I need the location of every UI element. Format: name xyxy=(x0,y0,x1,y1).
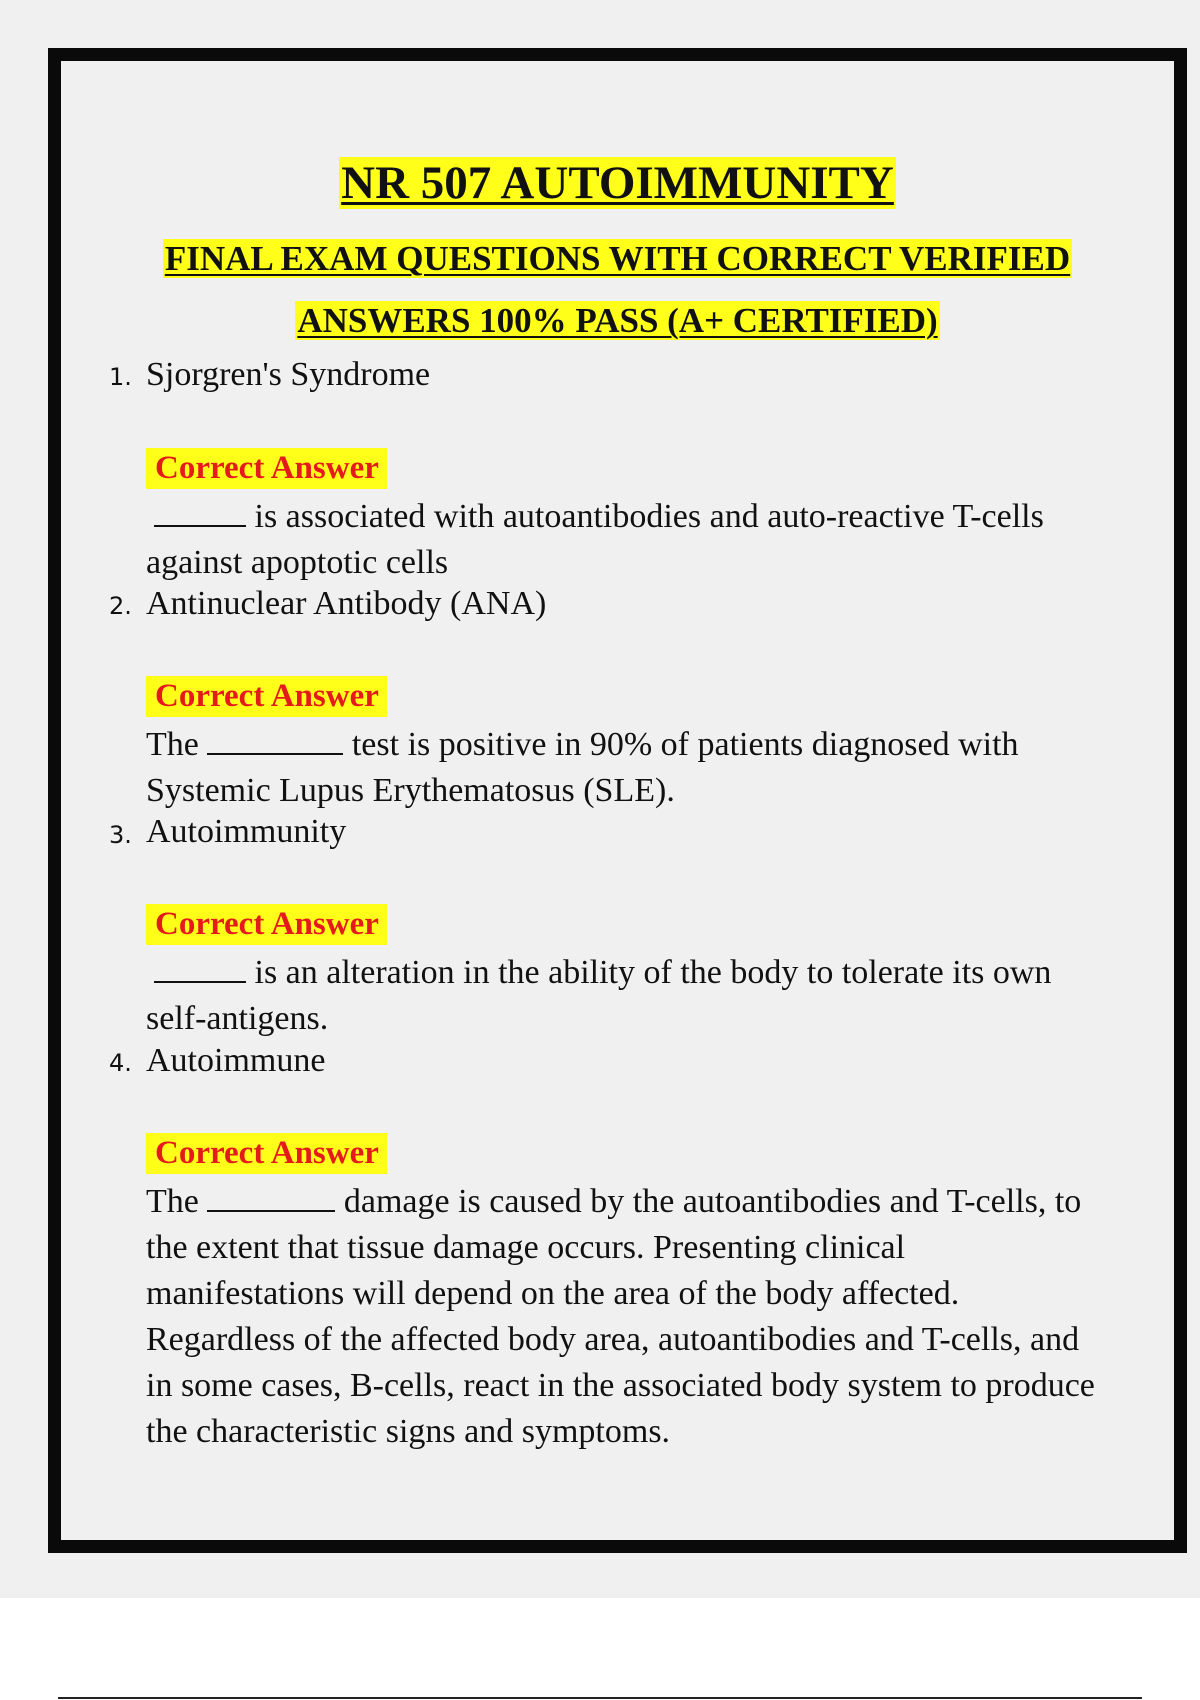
subtitle-line-2: ANSWERS 100% PASS (A+ CERTIFIED) xyxy=(297,301,938,340)
answer-text: The test is positive in 90% of patients diagnosed with Systemic Lupus Erythematosus (SLE). xyxy=(146,722,1106,814)
correct-answer-label: Correct Answer xyxy=(146,448,387,489)
answer-text: is associated with autoantibodies and auto-reactive T-cells against apoptotic cells xyxy=(146,494,1106,586)
question-number: 1. xyxy=(109,363,132,391)
question-title: Autoimmunity xyxy=(146,813,347,850)
question-title: Antinuclear Antibody (ANA) xyxy=(146,585,547,622)
question-number: 4. xyxy=(109,1049,132,1077)
document-frame xyxy=(48,48,1187,1553)
question-list xyxy=(61,61,1174,1540)
answer-blank xyxy=(207,723,343,755)
answer-blank xyxy=(154,951,246,983)
correct-answer-label: Correct Answer xyxy=(146,676,387,717)
subtitle-line-1: FINAL EXAM QUESTIONS WITH CORRECT VERIFIED xyxy=(164,239,1071,278)
answer-blank xyxy=(207,1180,335,1212)
question-title: Sjorgren's Syndrome xyxy=(146,356,431,393)
page-title-text: NR 507 AUTOIMMUNITY xyxy=(341,157,894,209)
correct-answer-label: Correct Answer xyxy=(146,1133,387,1174)
question-title: Autoimmune xyxy=(146,1042,326,1079)
next-page-divider xyxy=(58,1697,1142,1699)
question-number: 3. xyxy=(109,821,132,849)
answer-blank xyxy=(154,495,246,527)
answer-text: is an alteration in the ability of the body to tolerate its own self-antigens. xyxy=(146,950,1106,1042)
question-number: 2. xyxy=(109,592,132,620)
correct-answer-label: Correct Answer xyxy=(146,904,387,945)
answer-text: The damage is caused by the autoantibodies and T-cells, to the extent that tissue damage occurs. Presenting clinical manifestations will depend on the area of the body affected. Regardless of the affected body area, autoantibodies and T-cells, and in some cases, B-cells, react in the associated body system to produce the characteristic signs and symptoms. xyxy=(146,1179,1106,1455)
